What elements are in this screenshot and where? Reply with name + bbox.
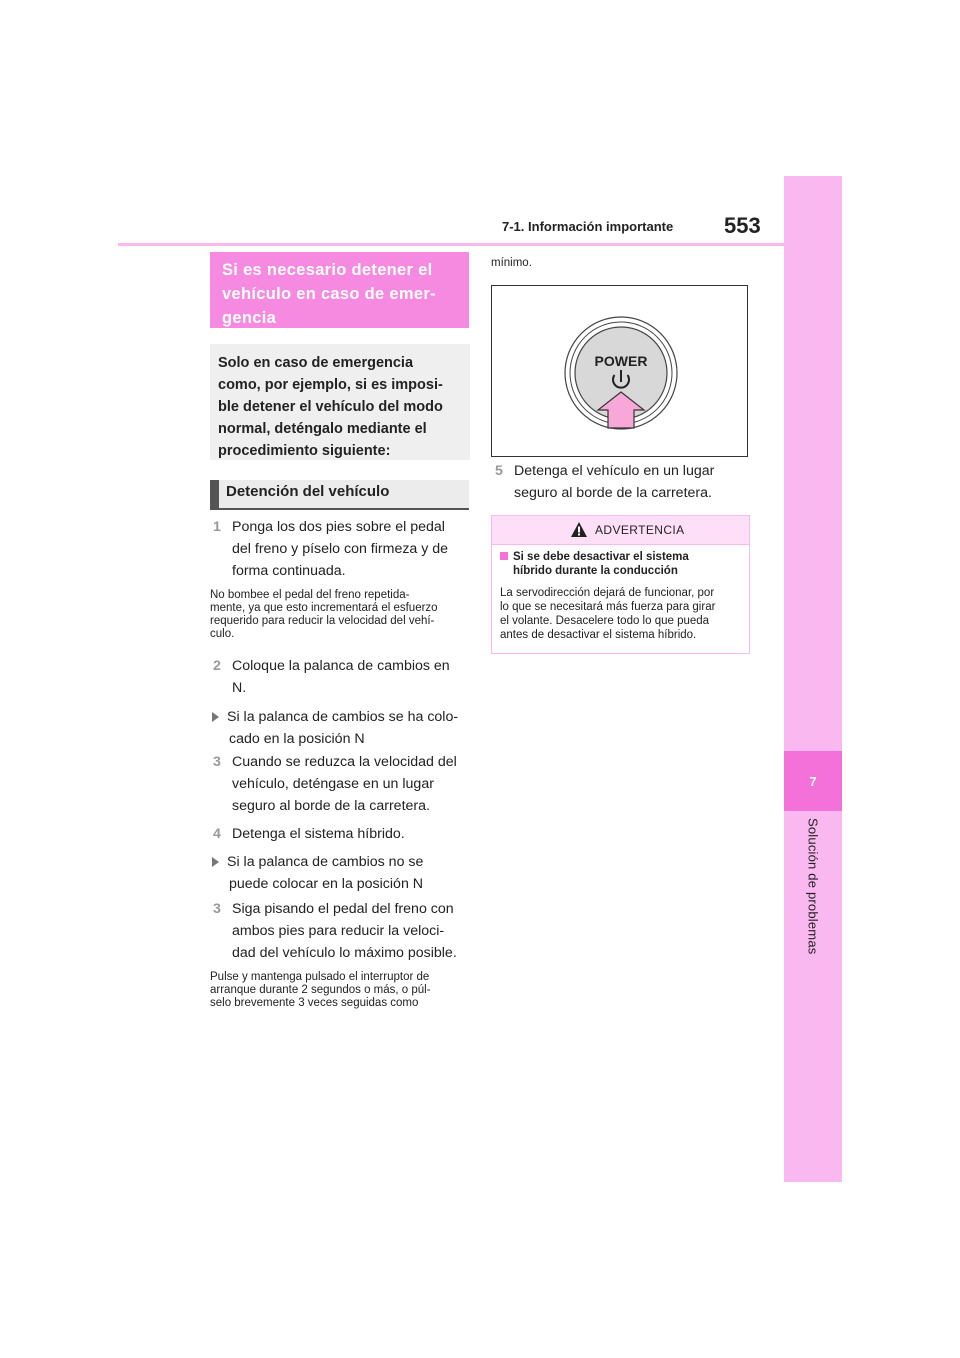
power-button-label: POWER (594, 353, 648, 369)
step-3a: 3 Cuando se reduzca la velocidad del vehículo, deténgase en un lugar seguro al borde de la carretera. (213, 754, 457, 814)
chapter-side-tab (784, 176, 842, 1182)
warning-header (492, 516, 749, 545)
note-pedal: No bombee el pedal del freno repetida- mente, ya que esto incrementará el esfuerzo requerido para reducir la velocidad del vehí- culo. (210, 589, 438, 640)
warning-body: La servodirección dejará de funcionar, por lo que se necesitará más fuerza para girar el volante. Desacelere todo lo que pueda antes de desactivar el sistema híbrido. (500, 587, 716, 641)
condition-in-neutral: Si la palanca de cambios se ha colo- cado en la posición N (212, 706, 458, 750)
step-3b: 3 Siga pisando el pedal del freno con ambos pies para reducir la veloci- dad del vehículo lo máximo posible. (213, 901, 457, 961)
continuation-text: mínimo. (491, 257, 532, 269)
warning-title: ADVERTENCIA (595, 523, 685, 537)
step-4: 4 Detenga el sistema híbrido. (213, 826, 405, 842)
step-5: 5 Detenga el vehículo en un lugar seguro al borde de la carretera. (495, 463, 715, 501)
chapter-title: Solución de problemas (805, 818, 821, 955)
emergency-stop-heading: Si es necesario detener el vehículo en caso de emer- gencia (210, 252, 469, 328)
header-rule (118, 243, 784, 246)
condition-not-neutral: Si la palanca de cambios no se puede colocar en la posición N (212, 851, 423, 895)
warning-box (491, 515, 750, 654)
step-2: 2 Coloque la palanca de cambios en N. (213, 658, 450, 696)
step-1: 1 Ponga los dos pies sobre el pedal del freno y píselo con firmeza y de forma continuada. (213, 519, 449, 579)
bullet-square-icon (500, 552, 508, 560)
warning-triangle-icon (570, 521, 588, 538)
power-button-illustration (492, 286, 747, 456)
page-number: 553 (724, 213, 761, 238)
condition-arrow-icon (212, 712, 219, 722)
section-title: 7-1. Información importante (502, 219, 674, 234)
intro-box: Solo en caso de emergencia como, por ejemplo, si es imposi- ble detener el vehículo del modo normal, deténgalo mediante el procedimiento siguiente: (210, 344, 470, 460)
warning-subtitle: Si se debe desactivar el sistema híbrido durante la conducción (513, 551, 689, 577)
condition-arrow-icon (212, 857, 219, 867)
stop-vehicle-subheading: Detención del vehículo (210, 480, 469, 510)
power-button-figure (491, 285, 748, 457)
chapter-number: 7 (784, 751, 842, 811)
note-power-switch: Pulse y mantenga pulsado el interruptor de arranque durante 2 segundos o más, o púl- selo brevemente 3 veces seguidas como (210, 971, 431, 1009)
